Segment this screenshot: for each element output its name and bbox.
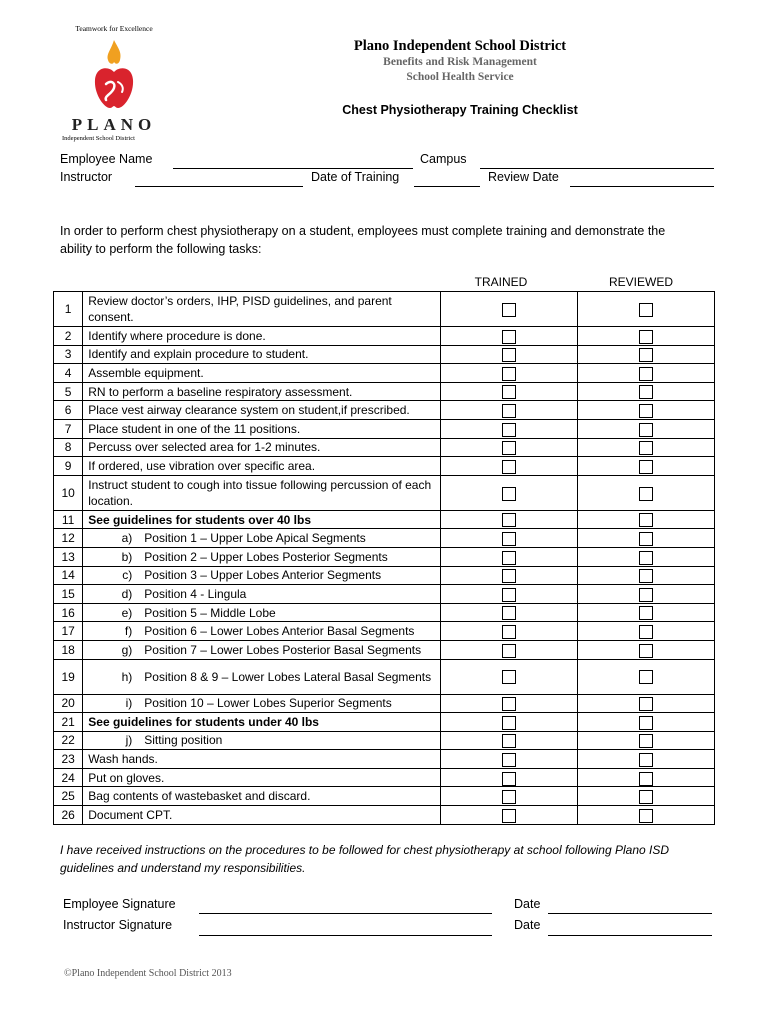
copyright-footer: ©Plano Independent School District 2013 — [64, 968, 232, 979]
trained-cell — [440, 327, 577, 346]
task-description — [83, 585, 440, 604]
task-number: 24 — [54, 768, 83, 787]
trained-checkbox[interactable] — [502, 330, 516, 344]
employee-date-label: Date — [514, 897, 541, 911]
task-text: Identify where procedure is done. — [88, 328, 266, 343]
task-description — [83, 419, 440, 438]
task-number: 8 — [54, 438, 83, 457]
task-number: 10 — [54, 475, 83, 510]
task-letter: d) — [121, 586, 133, 601]
task-text: Position 10 – Lower Lobes Superior Segments — [144, 696, 392, 711]
reviewed-checkbox[interactable] — [639, 404, 653, 418]
task-number: 22 — [54, 731, 83, 750]
trained-cell — [440, 731, 577, 750]
trained-cell — [440, 382, 577, 401]
task-letter: a) — [121, 531, 133, 546]
table-row — [54, 510, 715, 529]
reviewed-checkbox[interactable] — [639, 644, 653, 658]
trained-checkbox[interactable] — [502, 423, 516, 437]
task-text: Position 5 – Middle Lobe — [144, 605, 276, 620]
table-row — [54, 622, 715, 641]
campus-field[interactable] — [480, 168, 714, 169]
table-row — [54, 768, 715, 787]
trained-checkbox[interactable] — [502, 772, 516, 786]
task-description — [83, 806, 440, 825]
trained-checkbox[interactable] — [502, 716, 516, 730]
service-name: School Health Service — [406, 71, 514, 83]
table-row — [54, 529, 715, 548]
table-row — [54, 382, 715, 401]
reviewed-checkbox[interactable] — [639, 753, 653, 767]
reviewed-checkbox[interactable] — [639, 551, 653, 565]
task-description — [83, 640, 440, 659]
reviewed-cell — [577, 806, 714, 825]
reviewed-checkbox[interactable] — [639, 441, 653, 455]
task-number: 4 — [54, 364, 83, 383]
employee-signature-field[interactable] — [199, 913, 492, 914]
task-number: 12 — [54, 529, 83, 548]
reviewed-cell — [577, 640, 714, 659]
task-text: Document CPT. — [88, 807, 173, 822]
apple-logo-icon — [92, 38, 136, 112]
reviewed-checkbox[interactable] — [639, 606, 653, 620]
table-row — [54, 750, 715, 769]
task-text: Position 8 & 9 – Lower Lobes Lateral Basal Segments — [144, 669, 432, 684]
trained-cell — [440, 547, 577, 566]
reviewed-checkbox[interactable] — [639, 625, 653, 639]
task-description — [83, 401, 440, 420]
trained-checkbox[interactable] — [502, 670, 516, 684]
instructor-signature-label: Instructor Signature — [63, 918, 173, 932]
reviewed-column-header: REVIEWED — [608, 275, 673, 289]
campus-label: Campus — [420, 152, 467, 166]
reviewed-checkbox[interactable] — [639, 716, 653, 730]
reviewed-cell — [577, 438, 714, 457]
reviewed-checkbox[interactable] — [639, 513, 653, 527]
task-description — [83, 566, 440, 585]
table-row — [54, 694, 715, 713]
table-row — [54, 566, 715, 585]
task-text: Sitting position — [144, 733, 223, 748]
table-row — [54, 401, 715, 420]
task-text: Position 3 – Upper Lobes Anterior Segments — [144, 568, 382, 583]
reviewed-cell — [577, 585, 714, 604]
logo-wordmark: PLANO — [71, 115, 157, 134]
reviewed-checkbox[interactable] — [639, 348, 653, 362]
task-number: 6 — [54, 401, 83, 420]
task-text: Bag contents of wastebasket and discard. — [88, 789, 311, 804]
reviewed-checkbox[interactable] — [639, 569, 653, 583]
intro-text: In order to perform chest physiotherapy on a student, employees must complete training and demonstrate the ability to perform the following tasks: — [60, 224, 666, 256]
review-date-field[interactable] — [570, 186, 714, 187]
review-date-label: Review Date — [488, 170, 559, 184]
table-row — [54, 806, 715, 825]
task-checklist-table — [53, 291, 715, 825]
reviewed-checkbox[interactable] — [639, 367, 653, 381]
reviewed-cell — [577, 566, 714, 585]
reviewed-cell — [577, 292, 714, 327]
reviewed-cell — [577, 382, 714, 401]
instructor-date-field[interactable] — [548, 935, 712, 936]
reviewed-cell — [577, 750, 714, 769]
trained-checkbox[interactable] — [502, 551, 516, 565]
trained-checkbox[interactable] — [502, 790, 516, 804]
trained-checkbox[interactable] — [502, 487, 516, 501]
task-number: 3 — [54, 345, 83, 364]
task-letter: c) — [122, 568, 133, 583]
task-number: 17 — [54, 622, 83, 641]
reviewed-checkbox[interactable] — [639, 487, 653, 501]
table-row — [54, 713, 715, 732]
trained-cell — [440, 292, 577, 327]
task-description — [83, 622, 440, 641]
task-number: 14 — [54, 566, 83, 585]
task-text: Assemble equipment. — [88, 365, 204, 380]
reviewed-checkbox[interactable] — [639, 385, 653, 399]
task-description — [83, 713, 440, 732]
task-text: Instruct student to cough into tissue following percussion of each location. — [88, 477, 432, 508]
task-number: 11 — [54, 510, 83, 529]
reviewed-cell — [577, 457, 714, 476]
trained-cell — [440, 438, 577, 457]
trained-cell — [440, 529, 577, 548]
date-of-training-field[interactable] — [414, 186, 480, 187]
trained-checkbox[interactable] — [502, 809, 516, 823]
table-row — [54, 640, 715, 659]
task-text: Put on gloves. — [88, 770, 165, 785]
reviewed-cell — [577, 401, 714, 420]
trained-checkbox[interactable] — [502, 348, 516, 362]
task-letter: g) — [121, 642, 133, 657]
task-description — [83, 510, 440, 529]
reviewed-cell — [577, 694, 714, 713]
trained-cell — [440, 768, 577, 787]
trained-cell — [440, 419, 577, 438]
table-row — [54, 419, 715, 438]
task-text: Identify and explain procedure to student. — [88, 347, 309, 362]
reviewed-checkbox[interactable] — [639, 734, 653, 748]
reviewed-checkbox[interactable] — [639, 772, 653, 786]
task-text: If ordered, use vibration over specific area. — [88, 458, 316, 473]
logo-subtitle: Independent School District — [62, 135, 135, 142]
page-title: Chest Physiotherapy Training Checklist — [342, 103, 578, 117]
trained-cell — [440, 806, 577, 825]
acknowledgement-text: I have received instructions on the procedures to be followed for chest physiotherapy at school following Plano ISD guidelines and understand my responsibilities. — [60, 843, 670, 875]
task-letter: i) — [125, 696, 133, 711]
task-letter: h) — [121, 669, 133, 684]
reviewed-cell — [577, 510, 714, 529]
reviewed-cell — [577, 364, 714, 383]
task-description — [83, 475, 440, 510]
reviewed-checkbox[interactable] — [639, 670, 653, 684]
trained-checkbox[interactable] — [502, 625, 516, 639]
trained-cell — [440, 750, 577, 769]
trained-cell — [440, 659, 577, 694]
task-letter: j) — [125, 733, 133, 748]
trained-cell — [440, 694, 577, 713]
trained-checkbox[interactable] — [502, 303, 516, 317]
trained-cell — [440, 603, 577, 622]
task-number: 1 — [54, 292, 83, 327]
task-number: 19 — [54, 659, 83, 694]
task-description — [83, 547, 440, 566]
task-description — [83, 750, 440, 769]
trained-cell — [440, 401, 577, 420]
reviewed-cell — [577, 622, 714, 641]
task-text: Position 1 – Upper Lobe Apical Segments — [144, 531, 366, 546]
reviewed-cell — [577, 659, 714, 694]
table-row — [54, 457, 715, 476]
reviewed-checkbox[interactable] — [639, 460, 653, 474]
table-row — [54, 292, 715, 327]
task-description — [83, 438, 440, 457]
trained-checkbox[interactable] — [502, 569, 516, 583]
reviewed-cell — [577, 768, 714, 787]
reviewed-cell — [577, 713, 714, 732]
table-row — [54, 603, 715, 622]
reviewed-cell — [577, 731, 714, 750]
trained-checkbox[interactable] — [502, 734, 516, 748]
district-name: Plano Independent School District — [353, 38, 567, 54]
reviewed-cell — [577, 547, 714, 566]
table-row — [54, 547, 715, 566]
table-row — [54, 585, 715, 604]
reviewed-cell — [577, 475, 714, 510]
reviewed-checkbox[interactable] — [639, 330, 653, 344]
reviewed-cell — [577, 529, 714, 548]
trained-column-header: TRAINED — [474, 275, 528, 289]
employee-date-field[interactable] — [548, 913, 712, 914]
task-text: Position 7 – Lower Lobes Posterior Basal Segments — [144, 642, 422, 657]
table-row — [54, 659, 715, 694]
reviewed-checkbox[interactable] — [639, 697, 653, 711]
reviewed-checkbox[interactable] — [639, 532, 653, 546]
reviewed-cell — [577, 345, 714, 364]
task-description — [83, 364, 440, 383]
trained-cell — [440, 475, 577, 510]
table-row — [54, 731, 715, 750]
reviewed-cell — [577, 603, 714, 622]
task-text: Percuss over selected area for 1-2 minutes. — [88, 440, 321, 455]
employee-name-label: Employee Name — [60, 152, 153, 166]
table-row — [54, 345, 715, 364]
trained-cell — [440, 510, 577, 529]
task-description — [83, 787, 440, 806]
reviewed-checkbox[interactable] — [639, 809, 653, 823]
reviewed-cell — [577, 419, 714, 438]
task-number: 9 — [54, 457, 83, 476]
task-number: 7 — [54, 419, 83, 438]
trained-checkbox[interactable] — [502, 441, 516, 455]
trained-cell — [440, 345, 577, 364]
task-description — [83, 659, 440, 694]
task-description — [83, 603, 440, 622]
trained-checkbox[interactable] — [502, 367, 516, 381]
employee-name-field[interactable] — [173, 168, 413, 169]
task-description — [83, 731, 440, 750]
logo-tagline: Teamwork for Excellence — [75, 24, 153, 33]
task-letter: f) — [124, 624, 133, 639]
instructor-field[interactable] — [135, 186, 303, 187]
task-text: Wash hands. — [88, 752, 158, 767]
date-of-training-label: Date of Training — [311, 170, 400, 184]
trained-checkbox[interactable] — [502, 532, 516, 546]
trained-checkbox[interactable] — [502, 404, 516, 418]
trained-checkbox[interactable] — [502, 385, 516, 399]
trained-cell — [440, 640, 577, 659]
reviewed-checkbox[interactable] — [639, 588, 653, 602]
reviewed-checkbox[interactable] — [639, 423, 653, 437]
task-number: 18 — [54, 640, 83, 659]
instructor-label: Instructor — [60, 170, 113, 184]
task-text: Review doctor’s orders, IHP, PISD guidelines, and parent consent. — [88, 294, 392, 324]
task-number: 13 — [54, 547, 83, 566]
task-number: 23 — [54, 750, 83, 769]
task-text: Place student in one of the 11 positions. — [88, 421, 301, 436]
trained-cell — [440, 622, 577, 641]
district-logo — [62, 22, 166, 142]
trained-checkbox[interactable] — [502, 753, 516, 767]
department-name: Benefits and Risk Management — [383, 56, 537, 68]
task-number: 21 — [54, 713, 83, 732]
task-description — [83, 292, 440, 327]
task-text: Place vest airway clearance system on student,if prescribed. — [88, 403, 410, 418]
task-description — [83, 327, 440, 346]
task-description — [83, 694, 440, 713]
reviewed-cell — [577, 787, 714, 806]
trained-cell — [440, 713, 577, 732]
trained-cell — [440, 566, 577, 585]
task-number: 20 — [54, 694, 83, 713]
task-number: 15 — [54, 585, 83, 604]
trained-cell — [440, 585, 577, 604]
task-letter: e) — [121, 605, 133, 620]
trained-checkbox[interactable] — [502, 606, 516, 620]
trained-cell — [440, 787, 577, 806]
task-text: Position 2 – Upper Lobes Posterior Segments — [144, 549, 388, 564]
reviewed-checkbox[interactable] — [639, 790, 653, 804]
task-letter: b) — [121, 549, 133, 564]
task-text: RN to perform a baseline respiratory assessment. — [88, 384, 353, 399]
task-number: 25 — [54, 787, 83, 806]
table-row — [54, 364, 715, 383]
task-description — [83, 768, 440, 787]
task-number: 16 — [54, 603, 83, 622]
table-row — [54, 327, 715, 346]
trained-cell — [440, 364, 577, 383]
trained-cell — [440, 457, 577, 476]
task-text: See guidelines for students over 40 lbs — [88, 512, 311, 527]
reviewed-checkbox[interactable] — [639, 303, 653, 317]
task-text: Position 4 - Lingula — [144, 586, 247, 601]
trained-checkbox[interactable] — [502, 697, 516, 711]
trained-checkbox[interactable] — [502, 644, 516, 658]
instructor-signature-field[interactable] — [199, 935, 492, 936]
instructor-date-label: Date — [514, 918, 541, 932]
reviewed-cell — [577, 327, 714, 346]
trained-checkbox[interactable] — [502, 460, 516, 474]
trained-checkbox[interactable] — [502, 513, 516, 527]
task-number: 5 — [54, 382, 83, 401]
employee-signature-label: Employee Signature — [63, 897, 176, 911]
task-number: 26 — [54, 806, 83, 825]
task-text: Position 6 – Lower Lobes Anterior Basal Segments — [144, 624, 415, 639]
table-row — [54, 438, 715, 457]
table-row — [54, 787, 715, 806]
task-description — [83, 382, 440, 401]
task-description — [83, 529, 440, 548]
task-text: See guidelines for students under 40 lbs — [88, 714, 319, 729]
trained-checkbox[interactable] — [502, 588, 516, 602]
task-number: 2 — [54, 327, 83, 346]
task-description — [83, 345, 440, 364]
table-row — [54, 475, 715, 510]
task-description — [83, 457, 440, 476]
